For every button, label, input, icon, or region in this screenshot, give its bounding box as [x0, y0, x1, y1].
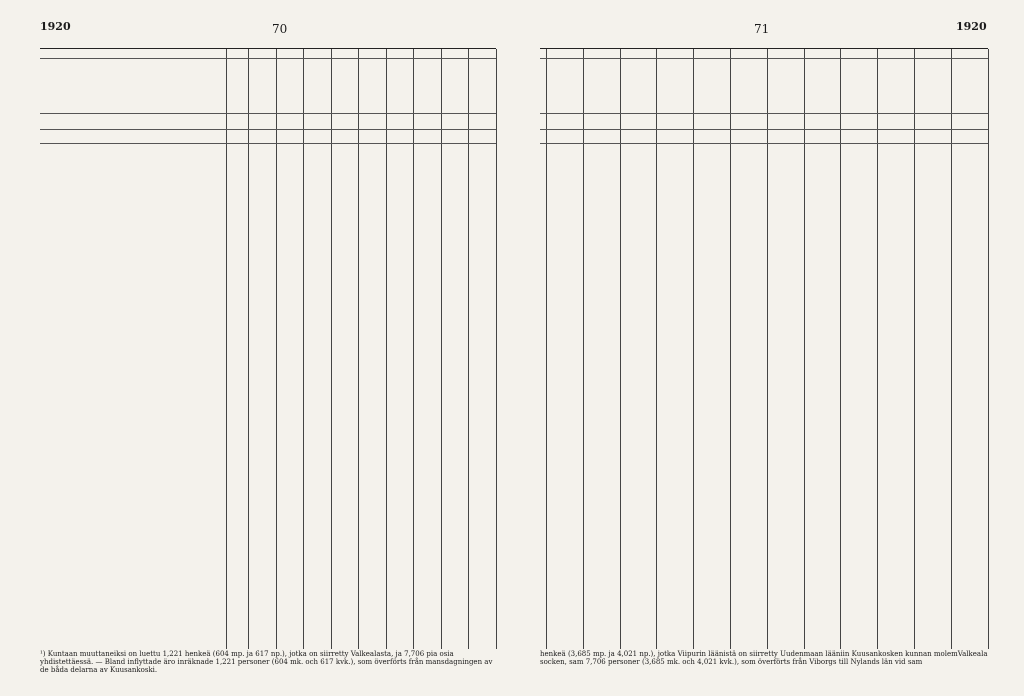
left-year: 1920 — [40, 20, 71, 33]
grid-hline — [540, 143, 988, 144]
grid-vline — [730, 49, 731, 649]
grid-vline — [358, 49, 359, 649]
grid-hline — [540, 129, 988, 130]
grid-vline — [620, 49, 621, 649]
left-table — [40, 48, 496, 649]
right-page-number: 71 — [754, 22, 770, 36]
grid-vline — [413, 49, 414, 649]
left-footnote: ¹) Kuntaan muuttaneiksi on luettu 1,221 henkeä (604 mp. ja 617 np.), jotka on siirretty Valkealasta, ja 7,706 pia osia yhdistettäessä. — Bland inflyttade äro inräknade 1,221 personer (604 mk. och 617 kvk.), som överförts från mansdagningen av de båda delarna av Kuusankoski. — [40, 650, 493, 674]
grid-vline — [988, 49, 989, 649]
right-table-grid — [540, 49, 988, 649]
grid-vline — [468, 49, 469, 649]
grid-hline — [40, 129, 496, 130]
grid-hline — [40, 113, 496, 114]
right-footnote: henkeä (3,685 mp. ja 4,021 np.), jotka Viipurin läänistä on siirretty Uudenmaan lääniin Kuusankosken kunnan molemValkeala socken, sam 7,706 personer (3,685 mk. och 4,021 kvk.), som överförts från Viborgs till Nylands län vid sam — [540, 650, 988, 666]
grid-vline — [276, 49, 277, 649]
grid-vline — [877, 49, 878, 649]
grid-vline — [804, 49, 805, 649]
left-table-grid — [40, 49, 496, 649]
left-page-number: 70 — [272, 22, 288, 36]
grid-vline — [386, 49, 387, 649]
grid-vline — [441, 49, 442, 649]
grid-vline — [496, 49, 497, 649]
grid-hline — [540, 113, 988, 114]
grid-vline — [656, 49, 657, 649]
grid-vline — [546, 49, 547, 649]
grid-vline — [583, 49, 584, 649]
grid-vline — [248, 49, 249, 649]
grid-vline — [331, 49, 332, 649]
grid-vline — [840, 49, 841, 649]
grid-vline — [914, 49, 915, 649]
grid-vline — [303, 49, 304, 649]
grid-vline — [951, 49, 952, 649]
grid-vline — [767, 49, 768, 649]
right-table — [540, 48, 988, 649]
grid-hline — [540, 58, 988, 59]
grid-hline — [40, 143, 496, 144]
grid-hline — [40, 58, 496, 59]
right-year: 1920 — [956, 20, 987, 33]
grid-vline — [226, 49, 227, 649]
grid-vline — [693, 49, 694, 649]
